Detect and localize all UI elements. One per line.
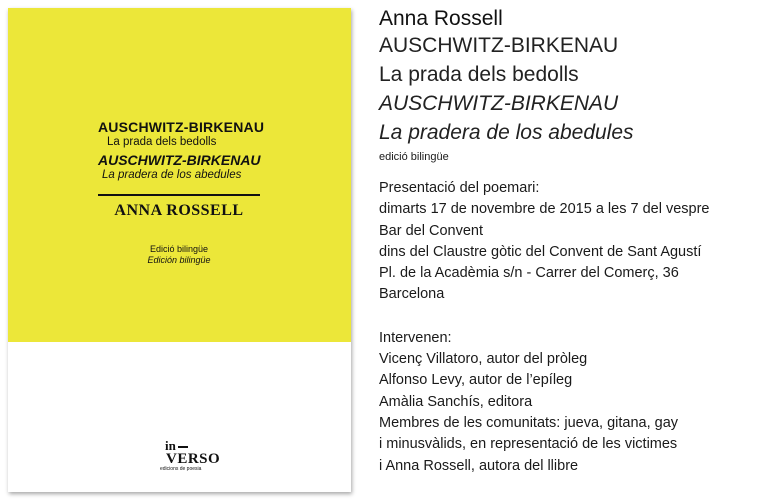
presentation-block bbox=[379, 178, 779, 306]
cover-edition-spanish: Edición bilingüe bbox=[147, 255, 211, 265]
book-cover bbox=[8, 8, 351, 492]
cover-author: ANNA ROSSELL bbox=[114, 202, 244, 219]
speaker-item: Amàlia Sanchís, editora bbox=[379, 393, 533, 410]
cover-title-spanish: AUSCHWITZ-BIRKENAU bbox=[98, 152, 261, 168]
speaker-item: i Anna Rossell, autora del llibre bbox=[379, 457, 579, 474]
speakers-heading: Intervenen: bbox=[379, 329, 452, 346]
edition-note: edició bilingüe bbox=[379, 151, 449, 163]
cover-subtitle-catalan: La prada dels bedolls bbox=[107, 136, 217, 148]
publisher-logo-verso: VERSO bbox=[166, 451, 221, 467]
presentation-heading: Presentació del poemari: bbox=[379, 180, 540, 196]
speaker-item: Vicenç Villatoro, autor del pròleg bbox=[379, 351, 588, 368]
cover-subtitle-spanish: La pradera de los abedules bbox=[102, 169, 242, 181]
presentation-city: Barcelona bbox=[379, 286, 445, 303]
speaker-item: Alfonso Levy, autor de l’epíleg bbox=[379, 372, 573, 389]
publisher-logo bbox=[146, 440, 226, 472]
book-subtitle-catalan: La prada dels bedolls bbox=[379, 63, 579, 86]
book-title-catalan: AUSCHWITZ-BIRKENAU bbox=[379, 34, 619, 57]
presentation-date: dimarts 17 de novembre de 2015 a les 7 del vespre bbox=[379, 201, 710, 218]
presentation-address: Pl. de la Acadèmia s/n - Carrer del Comerç, 36 bbox=[379, 265, 679, 282]
book-title-spanish: AUSCHWITZ-BIRKENAU bbox=[379, 92, 619, 115]
speaker-item: Membres de les comunitats: jueva, gitana, gay bbox=[379, 414, 679, 431]
event-info bbox=[379, 6, 779, 477]
book-subtitle-spanish: La pradera de los abedules bbox=[379, 121, 634, 144]
presentation-location: dins del Claustre gòtic del Convent de Sant Agustí bbox=[379, 243, 702, 260]
cover-edition bbox=[98, 244, 260, 266]
cover-title-catalan: AUSCHWITZ-BIRKENAU bbox=[98, 119, 265, 135]
publisher-logo-subtitle: edicions de poesia bbox=[160, 466, 202, 472]
cover-edition-catalan: Edició bilingüe bbox=[149, 244, 209, 254]
speaker-item: i minusvàlids, en representació de les victimes bbox=[379, 436, 678, 453]
publisher-logo-in: in bbox=[165, 438, 176, 453]
cover-divider bbox=[98, 194, 260, 196]
cover-title-block bbox=[98, 120, 278, 182]
publisher-logo-dash bbox=[178, 446, 188, 448]
speakers-block bbox=[379, 328, 779, 477]
book-author: Anna Rossell bbox=[379, 7, 503, 30]
presentation-venue: Bar del Convent bbox=[379, 222, 483, 239]
